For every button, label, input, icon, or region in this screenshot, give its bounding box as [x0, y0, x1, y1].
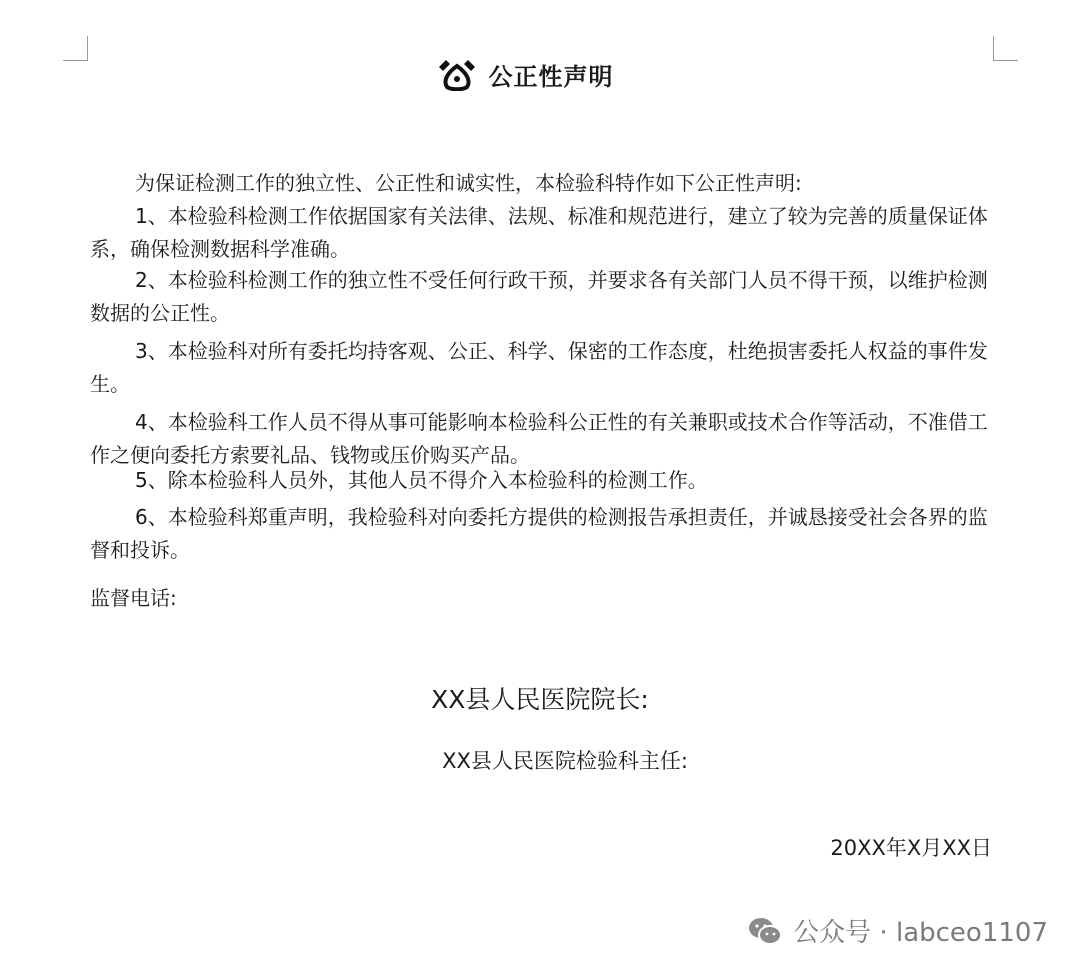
page-title: 公正性声明	[488, 62, 614, 91]
hotline-label: 监督电话:	[90, 586, 177, 610]
document-date: 20XX年X月XX日	[830, 836, 992, 860]
emblem-logo-icon	[437, 57, 477, 91]
statement-item-4: 4、本检验科工作人员不得从事可能影响本检验科公正性的有关兼职或技术合作等活动，不准借工作之便向委托方索要礼品、钱物或压价购买产品。	[90, 410, 988, 467]
statement-item-5: 5、除本检验科人员外，其他人员不得介入本检验科的检测工作。	[135, 468, 708, 492]
intro-paragraph: 为保证检测工作的独立性、公正性和诚实性，本检验科特作如下公正性声明:	[135, 171, 802, 195]
header	[0, 56, 1080, 92]
signature-lab-head: XX县人民医院检验科主任:	[442, 749, 688, 773]
statement-item-3: 3、本检验科对所有委托均持客观、公正、科学、保密的工作态度，杜绝损害委托人权益的事件发生。	[90, 339, 988, 396]
watermark-text: 公众号 · labceo1107	[793, 918, 1048, 948]
statement-item-2: 2、本检验科检测工作的独立性不受任何行政干预，并要求各有关部门人员不得干预，以维护检测数据的公正性。	[90, 268, 988, 325]
wechat-icon	[747, 916, 783, 946]
statement-item-6: 6、本检验科郑重声明，我检验科对向委托方提供的检测报告承担责任，并诚恳接受社会各界的监督和投诉。	[90, 505, 988, 562]
signature-director: XX县人民医院院长:	[431, 685, 649, 714]
statement-item-1: 1、本检验科检测工作依据国家有关法律、法规、标准和规范进行，建立了较为完善的质量保证体系，确保检测数据科学准确。	[90, 204, 988, 261]
watermark	[747, 912, 1048, 949]
